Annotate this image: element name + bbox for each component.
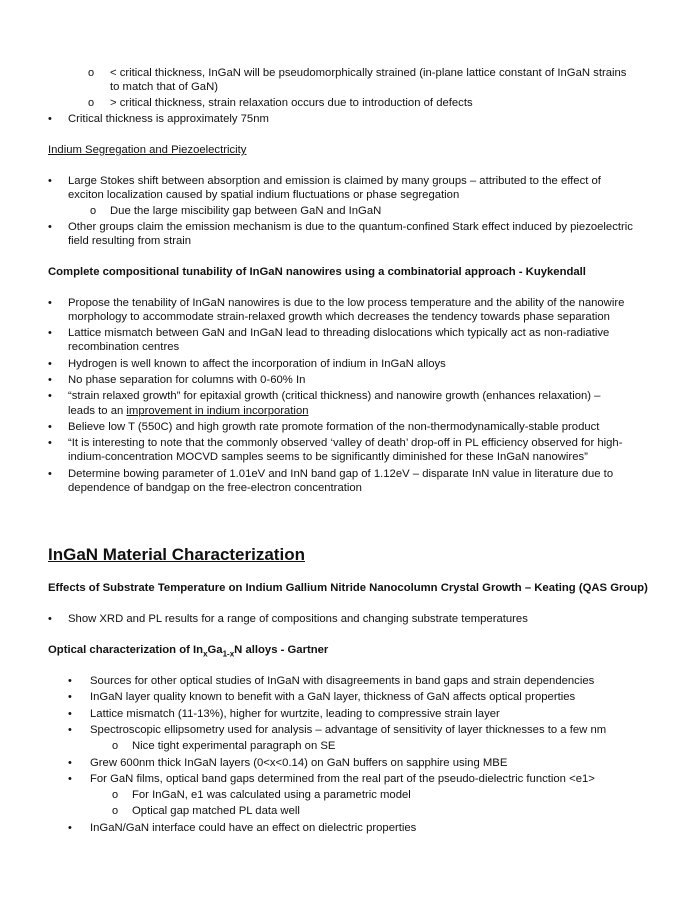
bullet: • [68, 724, 72, 736]
heading-part: Ga [207, 644, 223, 656]
list-item: No phase separation for columns with 0-60% In [68, 374, 306, 386]
bullet: • [48, 297, 52, 309]
bullet: • [68, 773, 72, 785]
list-item: InGaN/GaN interface could have an effect on dielectric properties [90, 822, 417, 834]
sub-item-text-cont: to match that of GaN) [110, 81, 218, 93]
list-item: Show XRD and PL results for a range of compositions and changing substrate temperatures [68, 613, 528, 625]
list-item: Determine bowing parameter of 1.01eV and InN band gap of 1.12eV – disparate InN value in literature due to [68, 468, 614, 480]
sub-item-text: Nice tight experimental paragraph on SE [132, 740, 336, 752]
bullet: • [48, 113, 52, 125]
heading-part: N alloys - Gartner [234, 644, 329, 656]
bullet: • [48, 175, 52, 187]
list-item: “It is interesting to note that the commonly observed ‘valley of death’ drop-off in PL efficiency observed for high- [68, 437, 623, 449]
bullet: • [48, 374, 52, 386]
section-heading: Complete compositional tunability of InGaN nanowires using a combinatorial approach - Kuykendall [48, 266, 586, 278]
sub-item-text: < critical thickness, InGaN will be pseudomorphically strained (in-plane lattice constant of InGaN strains [110, 67, 627, 79]
bullet: • [48, 390, 52, 402]
list-item: Lattice mismatch (11-13%), higher for wurtzite, leading to compressive strain layer [90, 708, 500, 720]
bullet: • [68, 691, 72, 703]
list-item: Sources for other optical studies of InGaN with disagreements in band gaps and strain dependencies [90, 675, 595, 687]
bullet: • [68, 675, 72, 687]
list-item: Spectroscopic ellipsometry used for analysis – advantage of sensitivity of layer thicknesses to a few nm [90, 724, 607, 736]
list-item: Lattice mismatch between GaN and InGaN lead to threading dislocations which typically act as non-radiative [68, 327, 610, 339]
sub-bullet: o [88, 97, 95, 109]
list-item-cont [68, 404, 309, 418]
bullet: • [48, 468, 52, 480]
list-item: Believe low T (550C) and high growth rate promote formation of the non-thermodynamically-stable product [68, 421, 600, 433]
heading-part: Optical characterization of In [48, 644, 204, 656]
list-item-cont: recombination centres [68, 341, 180, 353]
list-item: For GaN films, optical band gaps determined from the real part of the pseudo-dielectric function <e1> [90, 773, 595, 785]
sub-bullet: o [112, 789, 119, 801]
list-item-text: leads to an [68, 405, 127, 417]
sub-item-text: Due the large miscibility gap between GaN and InGaN [110, 205, 382, 217]
list-item-cont: field resulting from strain [68, 235, 192, 247]
sub-item-text: Optical gap matched PL data well [132, 805, 300, 817]
bullet: • [48, 221, 52, 233]
list-item: Propose the tenability of InGaN nanowires is due to the low process temperature and the ability of the nanowire [68, 297, 625, 309]
bullet: • [48, 358, 52, 370]
list-item: Other groups claim the emission mechanism is due to the quantum-confined Stark effect induced by piezoelectric [68, 221, 633, 233]
sub-item-text: > critical thickness, strain relaxation occurs due to introduction of defects [110, 97, 473, 109]
sub-bullet: o [112, 805, 119, 817]
sub-bullet: o [90, 205, 97, 217]
sub-item-text: For InGaN, e1 was calculated using a parametric model [132, 789, 411, 801]
list-item-cont: morphology to accommodate strain-relaxed growth which decreases the tendency towards phase separation [68, 311, 610, 323]
list-item: Large Stokes shift between absorption and emission is claimed by many groups – attributed to the effect of [68, 175, 601, 187]
list-item-cont: indium-concentration MOCVD samples seems to be significantly diminished for these InGaN nanowires” [68, 451, 588, 463]
subscript-x: x [203, 649, 208, 659]
underlined-text: improvement in indium incorporation [126, 405, 309, 417]
bullet: • [48, 327, 52, 339]
list-item: Grew 600nm thick InGaN layers (0<x<0.14) on GaN buffers on sapphire using MBE [90, 757, 508, 769]
section-heading: Effects of Substrate Temperature on Indium Gallium Nitride Nanocolumn Crystal Growth – Keating (QAS Group) [48, 582, 648, 594]
bullet: • [68, 822, 72, 834]
section-heading: Indium Segregation and Piezoelectricity [48, 144, 247, 156]
bullet: • [48, 421, 52, 433]
sub-bullet: o [88, 67, 95, 79]
sub-bullet: o [112, 740, 119, 752]
bullet: • [68, 708, 72, 720]
list-item-cont: dependence of bandgap on the free-electron concentration [68, 482, 362, 494]
list-item: InGaN layer quality known to benefit with a GaN layer, thickness of GaN affects optical properties [90, 691, 576, 703]
list-item: Hydrogen is well known to affect the incorporation of indium in InGaN alloys [68, 358, 446, 370]
bullet: • [48, 613, 52, 625]
bullet: • [68, 757, 72, 769]
section-heading [48, 643, 328, 661]
main-heading: InGaN Material Characterization [48, 545, 305, 564]
subscript-1-x: 1-x [222, 649, 235, 659]
list-item: “strain relaxed growth” for epitaxial growth (critical thickness) and nanowire growth (enhances relaxation) – [68, 390, 601, 402]
list-item-cont: exciton localization caused by spatial indium fluctuations or phase segregation [68, 189, 460, 201]
bullet: • [48, 437, 52, 449]
list-item: Critical thickness is approximately 75nm [68, 113, 269, 125]
